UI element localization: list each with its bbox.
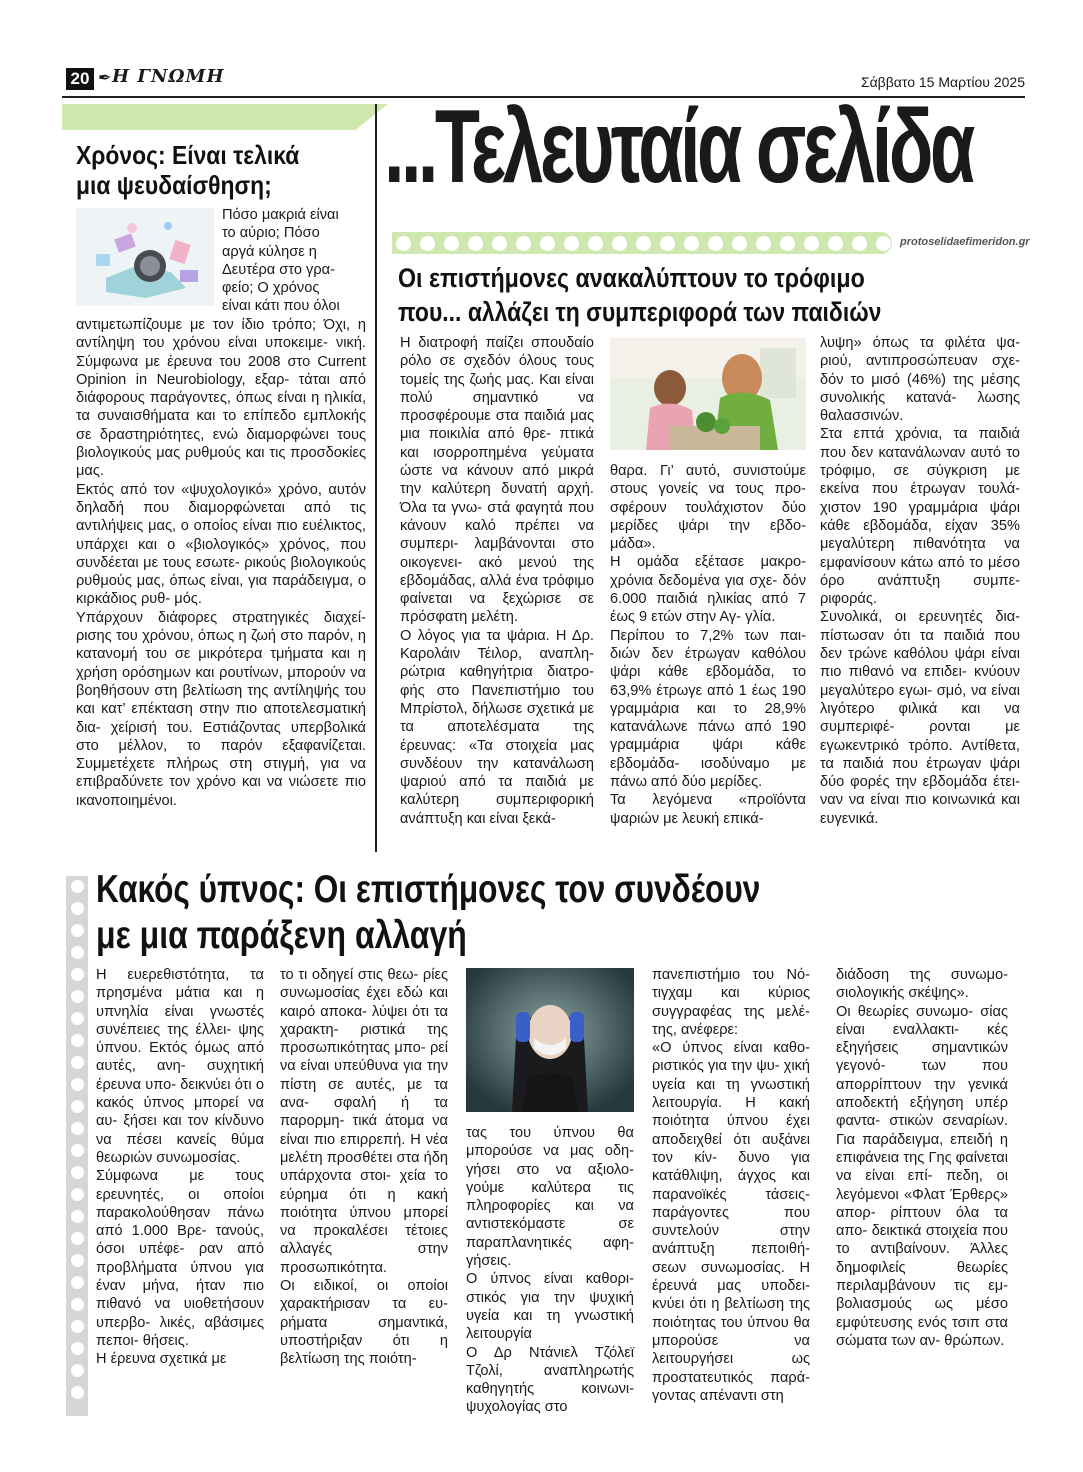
issue-date: Σάββατο 15 Μαρτίου 2025 — [860, 74, 1025, 90]
paragraph: θαρα. Γι’ αυτό, συνιστούμε στους γονείς να τους προ- σφέρουν τουλάχιστον δύο μερίδες ψάρι την εβδο- μάδα». — [610, 463, 806, 553]
section-title: ...Τελευταία σελίδα — [384, 89, 972, 205]
paragraph: πανεπιστήμιο του Νό- τιγχαμ και κύριος συγγραφέας της μελέ- της, ανέφερε: — [652, 967, 810, 1038]
sleep-article-col-5 — [836, 966, 1008, 1350]
intro-line: Δευτέρα στο γρα- — [222, 261, 335, 278]
sleep-article-col-1 — [96, 966, 264, 1369]
page-number: 20 — [66, 68, 94, 90]
sleep-article-col-4 — [652, 966, 810, 1405]
column-divider — [375, 104, 377, 852]
paragraph: Περίπου το 7,2% των παι- διών δεν έτρωγαν καθόλου ψάρι κάθε εβδομάδα, το 63,9% έτρωγε από 1 έως 190 γραμμάρια και το 28,9% κατανάλωνε πάνω από 190 γραμμάρια ψάρι κάθε εβδομάδα- ισοδύναμο με πάνω από δύο μερίδες. — [610, 627, 806, 791]
paragraph: Στα επτά χρόνια, τα παιδιά που δεν κατανάλωναν αυτό το τρόφιμο, σε σύγκριση με εκείνα που έτρωγαν τουλά- χιστον 190 γραμμάρια ψάρι κάθε εβδομάδα, είχαν 35% μεγαλύτερη πιθανότητα να εμφανίσουν κάτω από το μέσο όρο ανάπτυξη συμπε- ριφοράς. — [820, 426, 1020, 608]
paragraph: Η έρευνα σχετικά με — [96, 1351, 227, 1368]
paragraph: Σύμφωνα με τους ερευνητές, οι οποίοι παρακολούθησαν πάνω από 1.000 Βρε- τανούς, όσοι υπέφε- ραν από προβλήματα ύπνου για έναν μήνα, ήταν πιο πιθανό να υιοθετήσουν υπερβο- λικές, αβάσιμες πεποι- θήσεις. — [96, 1168, 264, 1349]
sleep-article-title-1: Κακός ύπνος: Οι επιστήμονες τον συνδέουν — [96, 868, 761, 911]
paragraph: λυψη» όπως τα φιλέτα ψα- ριού, αντιπροσώπευαν σχε- δόν το μισό (46%) της μέσης συνολικής κατανά- λωσης θαλασσινών. — [820, 335, 1020, 425]
sleep-article-col-2 — [280, 966, 448, 1369]
paragraph: Ο Δρ Ντάνιελ Τζόλεϊ Τζολί, αναπληρωτής καθηγητής κοινωνι- ψυχολογίας στο — [466, 1344, 634, 1416]
paragraph: Η ομάδα εξέτασε μακρο- χρόνια δεδομένα για σχε- δόν 6.000 παιδιά ηλικίας από 7 έως 9 ετών στην Αγ- γλία. — [610, 554, 806, 626]
paragraph: Οι ειδικοί, οι οποίοι χαρακτήρισαν τα ευ- ρήματα σημαντικά, υποστήριξαν ότι η βελτίωση της ποιότη- — [280, 1278, 448, 1368]
intro-line: αργά κύλησε η — [222, 243, 317, 260]
source-site: protoselidaefimeridon.gr — [900, 236, 1030, 248]
intro-line: το αύριο; Πόσο — [222, 225, 320, 242]
logo-icon: ✒ — [98, 70, 112, 87]
fish-article-title-2: που... αλλάζει τη συμπεριφορά των παιδιών — [398, 297, 882, 327]
fish-article-col-1 — [400, 334, 594, 828]
paragraph: αντιμετωπίζουμε με τον ίδιο τρόπο; Όχι, η αντίληψη του χρόνου είναι υποκειμε- νική. Σύμφωνα με έρευνα του 2008 στο Current Opinion in Neurobiology, εξαρ- τάται από διάφορους παράγοντες, όπως είναι η ηλικία, τα συναισθήματα και το επίπεδο εμπλοκής σε δραστηριότητες, ενώ διαμορφώνει τους βιολογικούς μας ρυθμούς και τις προσδοκίες μας. — [76, 317, 366, 480]
paragraph: Ο ύπνος είναι καθορι- στικός για την ψυχική υγεία και τη γνωστική λειτουργία — [466, 1271, 634, 1343]
paragraph: Η διατροφή παίζει σπουδαίο ρόλο σε σχεδόν όλους τους τομείς της ζωής μας. Και είναι πολύ σημαντικό να προσφέρουμε στα παιδιά μας μια ποικιλία από θρε- πτικά και ισορροπημένα γεύματα ώστε να κάνουν από μικρά την καλύτερη δυνατή αρχή. Όλα τα γνω- στά φαγητά που κάνουν καλό πρέπει να συμπερι- λαμβάνονται στο οικογενει- ακό μενού της εβδομάδας, αλλά ένα τρόφιμο φαίνεται να ξεχώρισε σε πρόσφατη μελέτη. — [400, 335, 594, 626]
paragraph: Η ευερεθιστότητα, τα πρησμένα μάτια και η υπνηλία είναι γνωστές συνέπειες της έλλει- ψης ύπνου. Εκτός όμως από αυτές, ανη- συχητική έρευνα υπο- δεικνύει ότι ο κακός ύπνος μπορεί να αυ- ξήσει και τον κίνδυνο να πέσει κανείς θύμα θεωριών συνωμοσίας. — [96, 967, 264, 1166]
paragraph: τας του ύπνου θα μπορούσε να μας οδη- γήσει στο να αξιολο- γούμε καλύτερα τις πληροφορίες και να αντιστεκόμαστε σε παραπλανητικές αφη- γήσεις. — [466, 1125, 634, 1270]
paragraph: Συνολικά, οι ερευνητές δια- πίστωσαν ότι τα παιδιά που δεν τρώνε καθόλου ψάρι είναι πιο πιθανό να επιδει- κνύουν μεγαλύτερο εγωι- σμό, να είναι λιγότερο φιλικά και να συμπεριφέ- ρονται με εγωκεντρικό τρόπο. Αντίθετα, τα παιδιά που έτρωγαν ψάρι δύο φορές την εβδομάδα έτει- ναν να είναι πιο κοινωνικά και ευγενικά. — [820, 609, 1020, 827]
time-article-body — [76, 316, 366, 810]
paragraph: το τι οδηγεί στις θεω- ρίες συνωμοσίας έχει εδώ και καιρό αποκα- λύψει ότι τα χαρακτη- ριστικά της προσωπικότητας μπο- ρεί να είναι υπεύθυνα για την πίστη σε αυτές, με τα ανα- σφαλή ή τα παρορμη- τικά άτομα να είναι πιο επιρρεπή. Η νέα μελέτη προσθέτει στα ήδη υπάρχοντα στοι- χεία το εύρημα ότι η κακή ποιότητα ύπνου μπορεί να προκαλέσει τέτοιες αλλαγές στην προσωπικότητα. — [280, 967, 448, 1276]
fish-article-col-3 — [820, 334, 1020, 828]
paragraph: Υπάρχουν διάφορες στρατηγικές διαχεί- ρισης του χρόνου, όπως η ζωή στο παρόν, η κατανομή του σε μικρότερα τμήματα και η χρήση ορόσημων και ρουτίνων, μπορούν να βοηθήσουν στη βελτίωση της αντίληψής του και κατ’ επέκταση στην πιο αποτελεσματική δια- χείρισή του. Εστιάζοντας υπερβολικά στο μέλλον, το παρόν εξαφανίζεται. Συμμετέχετε πλήρως στη στιγμή, για να επιβραδύνετε τον χρόνο και να νιώσετε πιο ικανοποιημένοι. — [76, 609, 366, 809]
sleep-article-col-3 — [466, 1124, 634, 1417]
intro-line: είναι κάτι που όλοι — [222, 298, 340, 315]
paragraph: Εκτός από τον «ψυχολογικό» χρόνο, αυτόν δηλαδή που διαμορφώνεται από τις αντιλήψεις μας, ο οποίος είναι πιο ευέλικτος, υπάρχει και ο «βιολογικός» χρόνος, που συνδέεται με τους εσωτε- ρικούς βιολογικούς ρυθμούς μας, όπως είναι, για παράδειγμα, ο κιρκάδιος ρυθ- μός. — [76, 481, 366, 608]
intro-line: φείο; Ο χρόνος — [222, 280, 320, 297]
time-article-title-2: μια ψευδαίσθηση; — [76, 170, 272, 200]
time-article-title-1: Χρόνος: Είναι τελικά — [76, 140, 300, 170]
time-article-intro — [222, 206, 366, 316]
section-accent-bar — [62, 104, 388, 130]
dotted-side-band — [66, 876, 88, 1416]
sleep-article-image — [466, 968, 634, 1112]
paragraph: Ο λόγος για τα ψάρια. Η Δρ. Καρολάιν Τέιλορ, αναπλη- ρώτρια καθηγήτρια διατρο- φής στο Πανεπιστήμιο του Μπρίστολ, δήλωσε σχετικά με τα αποτελέσματα της έρευνας: «Τα στοιχεία μας συνδέουν την κατανάλωση ψαριού από τα παιδιά με καλύτερη συμπεριφορική ανάπτυξη και είναι ξεκά- — [400, 627, 594, 827]
fish-article-title-1: Οι επιστήμονες ανακαλύπτουν το τρόφιμο — [398, 263, 865, 293]
paragraph: διάδοση της συνωμο- σιολογικής σκέψης». — [836, 967, 1008, 1002]
fish-article-col-2 — [610, 462, 806, 828]
paragraph: Οι θεωρίες συνωμο- σίας είναι εναλλακτι- κές εξηγήσεις σημαντικών γεγονό- των που απορρίπτουν την γενικά αποδεκτή εξήγηση υπέρ φαντα- στικών σεναρίων. Για παράδειγμα, επειδή η επιφάνεια της Γης φαίνεται να είναι επί- πεδη, οι λεγόμενοι «Φλατ Έρθερς» απορ- ρίπτουν όλα τα απο- δεικτικά στοιχεία που το αντιβαίνουν. Άλλες δημοφιλείς θεωρίες περιλαμβάνουν τις εμ- βολιασμούς ως μέσο εμφύτευσης ενός τσιπ στα σώματα των αν- θρώπων. — [836, 1003, 1008, 1349]
time-article-image — [76, 208, 214, 306]
paragraph: «Ο ύπνος είναι καθο- ριστικός για την ψυ- χική υγεία και τη γνωστική λειτουργία. Η κακή ποιότητα ύπνου έχει αποδειχθεί ότι αυξάνει τον κίν- δυνο για κατάθλιψη, άγχος και παρανοϊκές τάσεις- παράγοντες που συντελούν στην ανάπτυξη πεποιθή- σεων συνωμοσίας. Η έρευνά μας υποδει- κνύει ότι η βελτίωση της ποιότητας του ύπνου θα μπορούσε να λειτουργήσει ως προστατευτικός παρά- γοντας απέναντι στη — [652, 1040, 810, 1404]
sleep-article-title-2: με μια παράξενη αλλαγή — [96, 914, 467, 957]
dotted-ribbon — [392, 232, 892, 254]
fish-article-image — [610, 338, 806, 450]
intro-line: Πόσο μακριά είναι — [222, 207, 339, 223]
newspaper-logo: Η ΓΝΩΜΗ — [112, 66, 225, 87]
paragraph: Τα λεγόμενα «προϊόντα ψαριών με λευκή επικά- — [610, 792, 806, 827]
